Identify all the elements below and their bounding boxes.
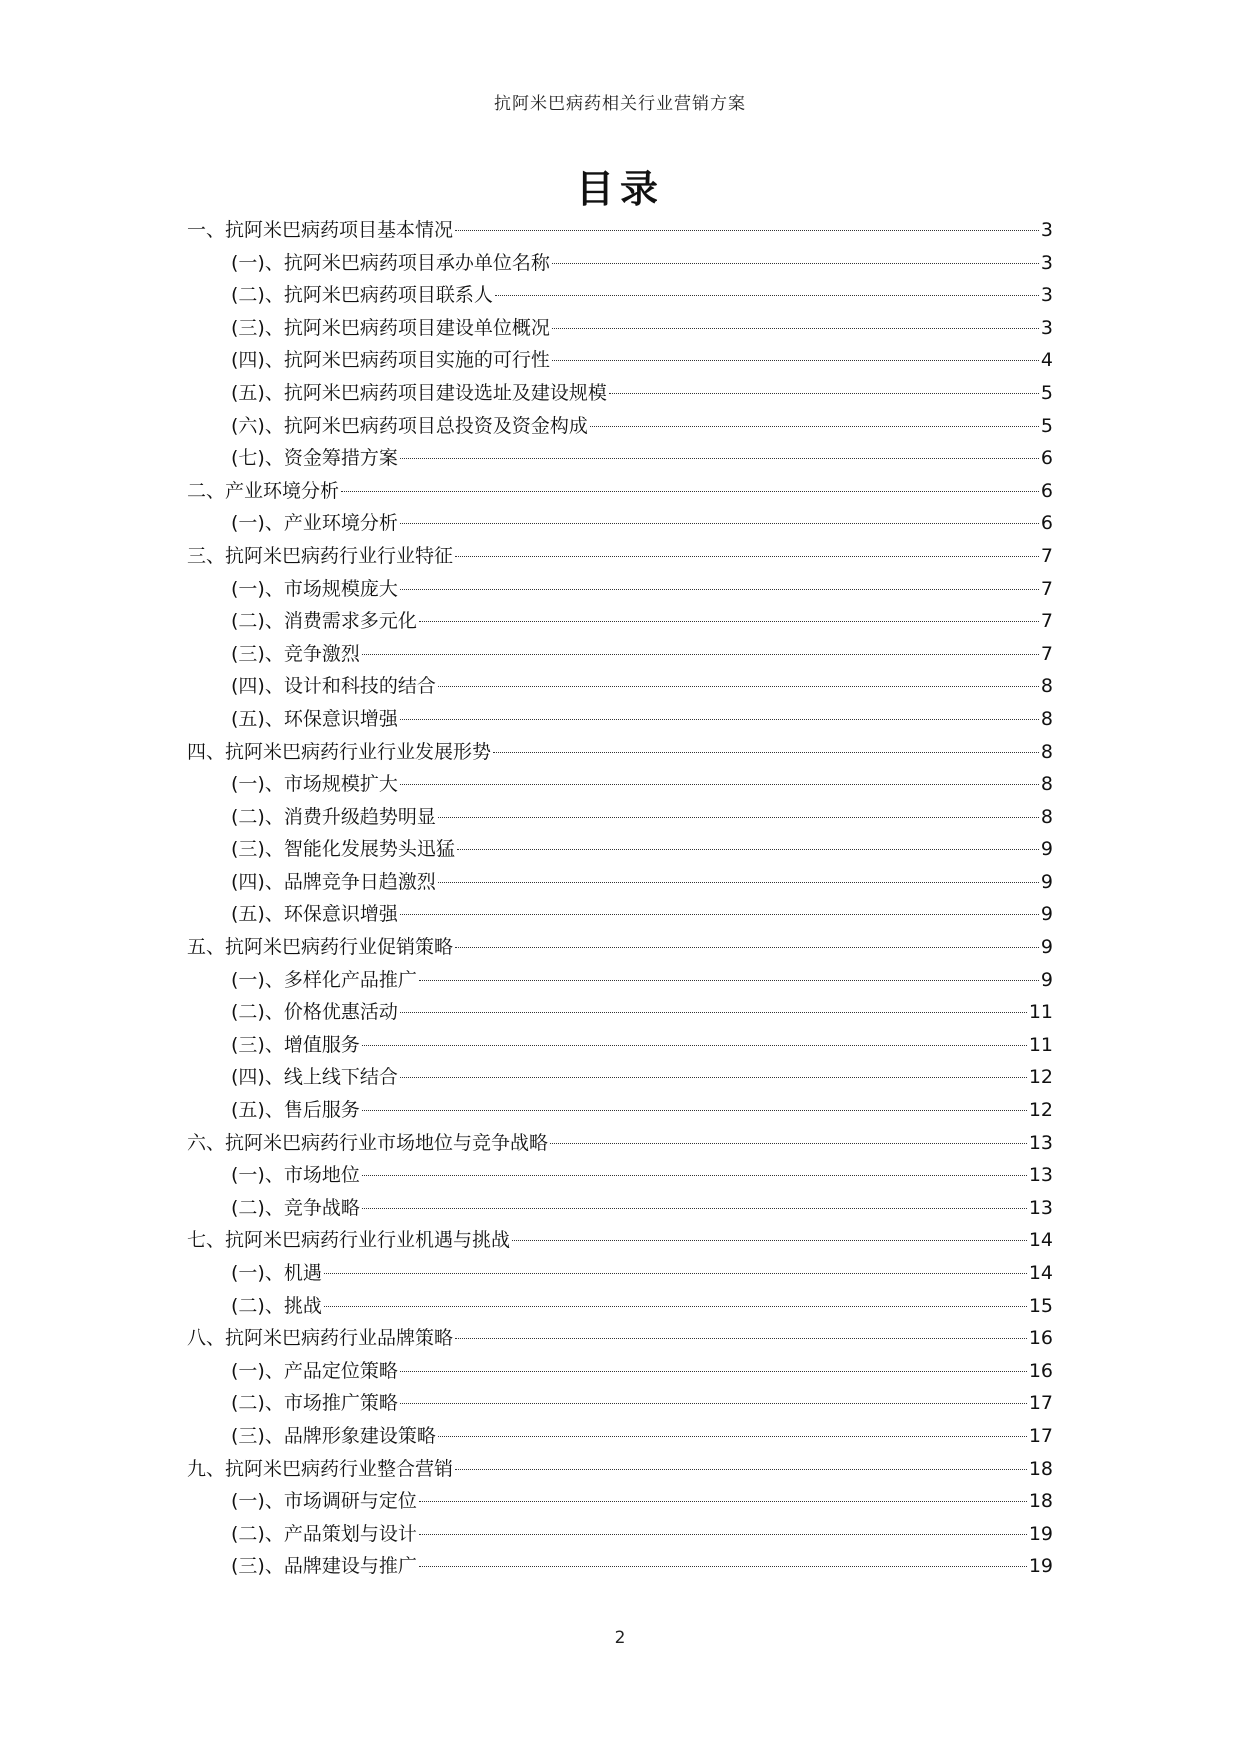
toc-page-number: 12	[1028, 1066, 1053, 1089]
toc-section-entry[interactable]	[187, 1322, 1053, 1355]
toc-subsection-entry[interactable]	[187, 312, 1053, 345]
toc-page-number: 17	[1028, 1424, 1053, 1447]
toc-dot-leader	[400, 1403, 1027, 1404]
toc-subsection-entry[interactable]	[187, 996, 1053, 1029]
toc-page-number: 17	[1028, 1392, 1053, 1415]
toc-subsection-entry[interactable]	[187, 833, 1053, 866]
toc-page-number: 16	[1028, 1359, 1053, 1382]
toc-dot-leader	[400, 589, 1039, 590]
toc-dot-leader	[400, 1012, 1027, 1013]
toc-subsection-entry[interactable]	[187, 898, 1053, 931]
toc-subsection-entry[interactable]	[187, 247, 1053, 280]
toc-dot-leader	[455, 1338, 1027, 1339]
toc-page-number: 3	[1040, 219, 1053, 241]
toc-page-number: 9	[1040, 968, 1053, 991]
toc-subsection-entry[interactable]	[187, 507, 1053, 540]
toc-dot-leader	[512, 1240, 1027, 1241]
toc-dot-leader	[438, 686, 1039, 687]
toc-subsection-entry[interactable]	[187, 1159, 1053, 1192]
toc-entry-text: (一)、市场调研与定位	[231, 1490, 417, 1513]
toc-dot-leader	[400, 1077, 1027, 1078]
toc-page-number: 5	[1040, 381, 1053, 404]
toc-entry-text: (三)、品牌形象建设策略	[231, 1424, 436, 1447]
toc-subsection-entry[interactable]	[187, 768, 1053, 801]
toc-entry-text: (二)、产品策划与设计	[231, 1522, 417, 1545]
toc-dot-leader	[438, 1436, 1027, 1437]
toc-subsection-entry[interactable]	[187, 1550, 1053, 1583]
toc-page-number: 18	[1028, 1490, 1053, 1513]
toc-dot-leader	[552, 328, 1039, 329]
toc-page-number: 7	[1040, 577, 1053, 600]
toc-subsection-entry[interactable]	[187, 1355, 1053, 1388]
toc-entry-text: 三、抗阿米巴病药行业行业特征	[187, 544, 454, 567]
toc-subsection-entry[interactable]	[187, 1094, 1053, 1127]
toc-subsection-entry[interactable]	[187, 1061, 1053, 1094]
toc-entry-text: (五)、售后服务	[231, 1099, 360, 1122]
toc-page-number: 13	[1028, 1164, 1053, 1187]
toc-entry-text: (四)、品牌竞争日趋激烈	[231, 870, 436, 893]
toc-page-number: 11	[1028, 1001, 1053, 1024]
toc-entry-text: (一)、市场规模庞大	[231, 577, 398, 600]
toc-section-entry[interactable]	[187, 214, 1053, 247]
toc-entry-text: (二)、消费升级趋势明显	[231, 805, 436, 828]
toc-dot-leader	[455, 556, 1039, 557]
toc-entry-text: 八、抗阿米巴病药行业品牌策略	[187, 1327, 454, 1350]
toc-subsection-entry[interactable]	[187, 279, 1053, 312]
toc-page-number: 15	[1028, 1294, 1053, 1317]
toc-dot-leader	[400, 784, 1039, 785]
toc-subsection-entry[interactable]	[187, 1029, 1053, 1062]
table-of-contents	[187, 214, 1053, 1583]
toc-entry-text: (三)、智能化发展势头迅猛	[231, 838, 455, 861]
toc-subsection-entry[interactable]	[187, 964, 1053, 997]
toc-dot-leader	[400, 523, 1039, 524]
toc-entry-text: 一、抗阿米巴病药项目基本情况	[187, 219, 454, 241]
toc-page-number: 19	[1028, 1555, 1053, 1578]
toc-dot-leader	[455, 947, 1039, 948]
toc-entry-text: (一)、产业环境分析	[231, 512, 398, 535]
toc-entry-text: (二)、消费需求多元化	[231, 610, 417, 633]
toc-subsection-entry[interactable]	[187, 638, 1053, 671]
toc-section-entry[interactable]	[187, 475, 1053, 508]
toc-dot-leader	[362, 1110, 1027, 1111]
toc-subsection-entry[interactable]	[187, 801, 1053, 834]
toc-entry-text: (六)、抗阿米巴病药项目总投资及资金构成	[231, 414, 588, 437]
toc-subsection-entry[interactable]	[187, 442, 1053, 475]
toc-entry-text: (三)、抗阿米巴病药项目建设单位概况	[231, 316, 550, 339]
toc-page-number: 7	[1040, 610, 1053, 633]
page-number: 2	[614, 1628, 626, 1648]
toc-entry-text: (一)、抗阿米巴病药项目承办单位名称	[231, 251, 550, 274]
toc-entry-text: 五、抗阿米巴病药行业促销策略	[187, 936, 454, 959]
toc-subsection-entry[interactable]	[187, 410, 1053, 443]
toc-entry-text: (二)、市场推广策略	[231, 1392, 398, 1415]
toc-dot-leader	[400, 458, 1039, 459]
toc-entry-text: (四)、设计和科技的结合	[231, 675, 436, 698]
running-header: 抗阿米巴病药相关行业营销方案	[494, 94, 746, 114]
toc-dot-leader	[362, 1175, 1027, 1176]
toc-dot-leader	[493, 752, 1039, 753]
toc-dot-leader	[400, 719, 1039, 720]
toc-page-number: 6	[1040, 479, 1053, 502]
toc-dot-leader	[455, 1469, 1027, 1470]
toc-section-entry[interactable]	[187, 1224, 1053, 1257]
toc-dot-leader	[419, 1534, 1027, 1535]
toc-dot-leader	[457, 849, 1039, 850]
toc-page-number: 3	[1040, 284, 1053, 307]
toc-dot-leader	[550, 1143, 1027, 1144]
toc-subsection-entry[interactable]	[187, 1192, 1053, 1225]
toc-entry-text: (四)、抗阿米巴病药项目实施的可行性	[231, 349, 550, 372]
toc-dot-leader	[590, 426, 1039, 427]
toc-dot-leader	[362, 1045, 1027, 1046]
toc-dot-leader	[455, 230, 1039, 231]
toc-entry-text: (五)、环保意识增强	[231, 903, 398, 926]
toc-dot-leader	[419, 980, 1039, 981]
toc-subsection-entry[interactable]	[187, 703, 1053, 736]
toc-entry-text: (三)、竞争激烈	[231, 642, 360, 665]
toc-entry-text: (一)、产品定位策略	[231, 1359, 398, 1382]
toc-subsection-entry[interactable]	[187, 1257, 1053, 1290]
toc-entry-text: (二)、挑战	[231, 1294, 322, 1317]
toc-title: 目录	[575, 167, 664, 211]
toc-subsection-entry[interactable]	[187, 605, 1053, 638]
toc-page-number: 8	[1040, 805, 1053, 828]
toc-dot-leader	[419, 1566, 1027, 1567]
toc-dot-leader	[495, 295, 1039, 296]
toc-entry-text: (一)、市场规模扩大	[231, 773, 398, 796]
toc-page-number: 8	[1040, 773, 1053, 796]
toc-page-number: 14	[1028, 1262, 1053, 1284]
toc-dot-leader	[324, 1306, 1027, 1307]
toc-dot-leader	[362, 1208, 1027, 1209]
toc-page-number: 18	[1028, 1457, 1053, 1480]
toc-page-number: 8	[1040, 707, 1053, 730]
toc-dot-leader	[419, 1501, 1027, 1502]
toc-subsection-entry[interactable]	[187, 377, 1053, 410]
toc-subsection-entry[interactable]	[187, 670, 1053, 703]
toc-dot-leader	[400, 1371, 1027, 1372]
toc-section-entry[interactable]	[187, 1453, 1053, 1486]
toc-subsection-entry[interactable]	[187, 573, 1053, 606]
toc-dot-leader	[609, 393, 1039, 394]
toc-dot-leader	[324, 1273, 1027, 1274]
toc-page-number: 14	[1028, 1229, 1053, 1252]
toc-dot-leader	[341, 491, 1039, 492]
toc-page-number: 6	[1040, 447, 1053, 470]
toc-entry-text: (二)、竞争战略	[231, 1196, 360, 1219]
toc-page-number: 5	[1040, 414, 1053, 437]
toc-section-entry[interactable]	[187, 540, 1053, 573]
toc-page-number: 4	[1040, 349, 1053, 372]
toc-page-number: 7	[1040, 642, 1053, 665]
toc-entry-text: 九、抗阿米巴病药行业整合营销	[187, 1457, 454, 1480]
toc-page-number: 8	[1040, 740, 1053, 763]
toc-entry-text: (四)、线上线下结合	[231, 1066, 398, 1089]
toc-entry-text: (二)、抗阿米巴病药项目联系人	[231, 284, 493, 307]
toc-dot-leader	[419, 621, 1039, 622]
toc-entry-text: (三)、品牌建设与推广	[231, 1555, 417, 1578]
toc-subsection-entry[interactable]	[187, 344, 1053, 377]
toc-entry-text: (三)、增值服务	[231, 1033, 360, 1056]
toc-subsection-entry[interactable]	[187, 866, 1053, 899]
toc-page-number: 9	[1040, 936, 1053, 959]
toc-subsection-entry[interactable]	[187, 1290, 1053, 1323]
toc-entry-text: (一)、市场地位	[231, 1164, 360, 1187]
toc-page-number: 3	[1040, 316, 1053, 339]
toc-page-number: 13	[1028, 1131, 1053, 1154]
toc-entry-text: (五)、环保意识增强	[231, 707, 398, 730]
toc-dot-leader	[362, 654, 1039, 655]
toc-subsection-entry[interactable]	[187, 1518, 1053, 1551]
toc-page-number: 16	[1028, 1327, 1053, 1350]
toc-page-number: 19	[1028, 1522, 1053, 1545]
toc-dot-leader	[552, 360, 1039, 361]
toc-entry-text: 二、产业环境分析	[187, 479, 340, 502]
toc-page-number: 12	[1028, 1099, 1053, 1122]
toc-entry-text: 四、抗阿米巴病药行业行业发展形势	[187, 740, 492, 763]
toc-subsection-entry[interactable]	[187, 1387, 1053, 1420]
toc-page-number: 11	[1028, 1033, 1053, 1056]
toc-entry-text: 六、抗阿米巴病药行业市场地位与竞争战略	[187, 1131, 549, 1154]
toc-page-number: 7	[1040, 544, 1053, 567]
toc-entry-text: (五)、抗阿米巴病药项目建设选址及建设规模	[231, 381, 607, 404]
toc-entry-text: 七、抗阿米巴病药行业行业机遇与挑战	[187, 1229, 511, 1252]
toc-page-number: 13	[1028, 1196, 1053, 1219]
toc-section-entry[interactable]	[187, 736, 1053, 769]
toc-dot-leader	[438, 817, 1039, 818]
toc-entry-text: (一)、多样化产品推广	[231, 968, 417, 991]
toc-subsection-entry[interactable]	[187, 1420, 1053, 1453]
toc-subsection-entry[interactable]	[187, 1485, 1053, 1518]
toc-page-number: 8	[1040, 675, 1053, 698]
toc-dot-leader	[400, 914, 1039, 915]
toc-page-number: 9	[1040, 903, 1053, 926]
toc-section-entry[interactable]	[187, 931, 1053, 964]
toc-entry-text: (二)、价格优惠活动	[231, 1001, 398, 1024]
toc-dot-leader	[552, 263, 1039, 264]
toc-page-number: 9	[1040, 870, 1053, 893]
toc-dot-leader	[438, 882, 1039, 883]
toc-page-number: 9	[1040, 838, 1053, 861]
toc-entry-text: (七)、资金筹措方案	[231, 447, 398, 470]
toc-page-number: 6	[1040, 512, 1053, 535]
toc-page-number: 3	[1040, 251, 1053, 274]
toc-section-entry[interactable]	[187, 1127, 1053, 1160]
toc-entry-text: (一)、机遇	[231, 1262, 322, 1284]
